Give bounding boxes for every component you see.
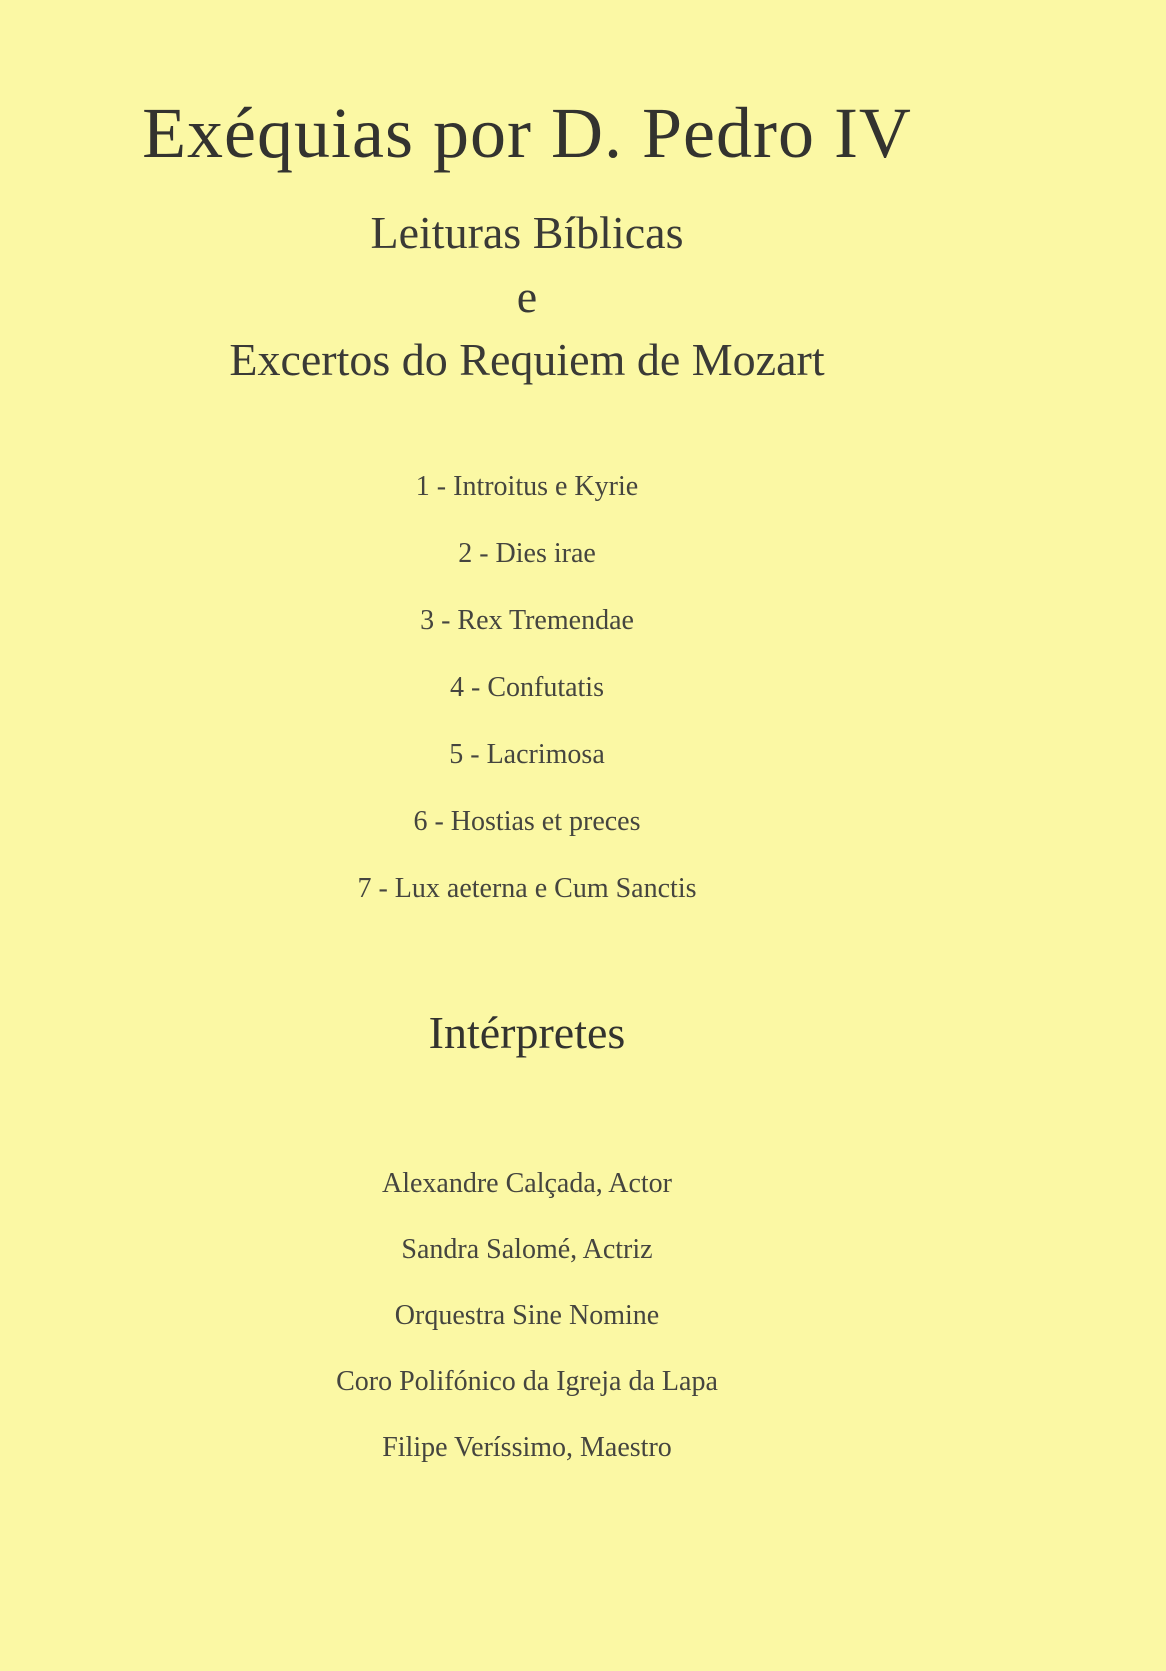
performers-heading: Intérpretes	[428, 1006, 626, 1058]
programme-item: 1 - Introitus e Kyrie	[415, 470, 639, 502]
subtitle-block	[0, 201, 1054, 391]
programme-list	[0, 470, 1054, 906]
subtitle-line-1: Leituras Bíblicas	[370, 207, 684, 259]
performers-list	[0, 1167, 1054, 1465]
subtitle-line-2: e	[516, 270, 538, 322]
programme-item: 2 - Dies irae	[458, 537, 596, 569]
page-title: Exéquias por D. Pedro IV	[142, 93, 912, 173]
performer-item: Sandra Salomé, Actriz	[401, 1233, 653, 1265]
performer-item: Coro Polifónico da Igreja da Lapa	[336, 1365, 718, 1397]
programme-item: 6 - Hostias et preces	[413, 805, 641, 837]
programme-item: 7 - Lux aeterna e Cum Sanctis	[357, 872, 697, 904]
performer-item: Orquestra Sine Nomine	[394, 1299, 660, 1331]
performer-item: Filipe Veríssimo, Maestro	[382, 1431, 672, 1463]
subtitle-line-3: Excertos do Requiem de Mozart	[229, 334, 825, 386]
programme-item: 4 - Confutatis	[450, 671, 604, 703]
programme-item: 3 - Rex Tremendae	[420, 604, 634, 636]
programme-item: 5 - Lacrimosa	[449, 738, 605, 770]
performer-item: Alexandre Calçada, Actor	[382, 1167, 672, 1199]
